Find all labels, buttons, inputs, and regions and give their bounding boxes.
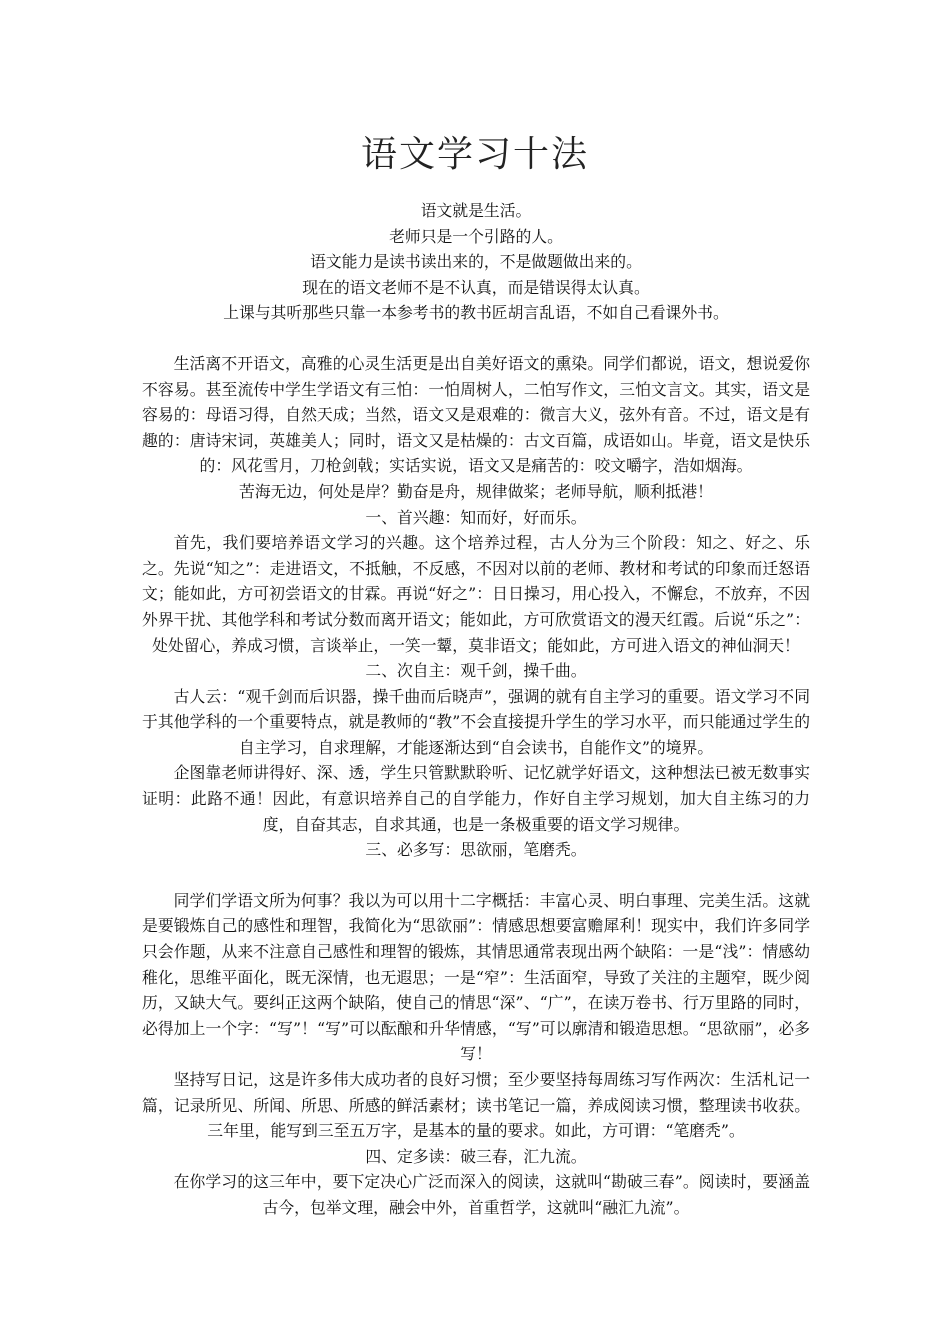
section-paragraph: 坚持写日记，这是许多伟大成功者的良好习惯；至少要坚持每周练习写作两次：生活札记一篇，记录所见、所闻、所思、所感的鲜活素材；读书笔记一篇，养成阅读习惯，整理读书收获。三年里，能写到三至五万字，是基本的量的要求。如此，方可谓：“笔磨秃”。	[142, 1070, 810, 1141]
section-paragraph: 同学们学语文所为何事？我以为可以用十二字概括：丰富心灵、明白事理、完美生活。这就是要锻炼自己的感性和理智，我简化为“思欲丽”：情感思想要富赡犀利！现实中，我们许多同学只会作题，从来不注意自己感性和理智的锻炼，其情思通常表现出两个缺陷：一是“浅”：情感幼稚化，思维平面化，既无深情，也无遐思；一是“窄”：生活面窄，导致了关注的主题窄，既少阅历，又缺大气。要纠正这两个缺陷，使自己的情思“深”、“广”，在读万卷书、行万里路的同时，必得加上一个字：“写”！“写”可以酝酿和升华情感，“写”可以廓清和锻造思想。“思欲丽”，必多写！	[142, 890, 810, 1064]
section-heading: 一、首兴趣：知而好，好而乐。	[365, 507, 587, 527]
section-paragraph: 企图靠老师讲得好、深、透，学生只管默默聆听、记忆就学好语文，这种想法已被无数事实证明：此路不通！因此，有意识培养自己的自学能力，作好自主学习规划，加大自主练习的力度，自奋其志，自求其通，也是一条极重要的语文学习规律。	[142, 763, 810, 834]
intro-line: 老师只是一个引路的人。	[389, 226, 563, 246]
section-heading: 三、必多写：思欲丽，笔磨秃。	[365, 840, 587, 860]
section-paragraph: 古人云：“观千剑而后识器，操千曲而后晓声”，强调的就有自主学习的重要。语文学习不同于其他学科的一个重要特点，就是教师的“教”不会直接提升学生的学习水平，而只能通过学生的自主学习，自求理解，才能逐渐达到“自会读书，自能作文”的境界。	[142, 686, 810, 757]
spacer	[142, 326, 810, 351]
preface-paragraph: 苦海无边，何处是岸？勤奋是舟，规律做桨；老师导航，顺利抵港！	[239, 481, 713, 501]
document-body	[142, 198, 810, 1221]
intro-line: 语文就是生活。	[420, 201, 532, 220]
section-heading: 二、次自主：观千剑，操千曲。	[365, 661, 587, 681]
document-title: 语文学习十法	[360, 134, 589, 175]
intro-line: 上课与其听那些只靠一本参考书的教书匠胡言乱语，不如自己看课外书。	[223, 303, 729, 323]
section-paragraph: 在你学习的这三年中，要下定决心广泛而深入的阅读，这就叫“勘破三春”。阅读时，要涵盖古今，包举文理，融会中外，首重哲学，这就叫“融汇九流”。	[173, 1172, 810, 1217]
section-paragraph: 首先，我们要培养语文学习的兴趣。这个培养过程，古人分为三个阶段：知之、好之、乐之。先说“知之”：走进语文，不抵触，不反感，不因对以前的老师、教材和考试的印象而迁怒语文；能如此，方可初尝语文的甘霖。再说“好之”：日日操习，用心投入，不懈怠，不放弃，不因外界干扰、其他学科和考试分数而离开语文；能如此，方可欣赏语文的漫天红霞。后说“乐之”：处处留心，养成习惯，言谈举止，一笑一颦，莫非语文；能如此，方可进入语文的神仙洞天！	[142, 533, 810, 655]
intro-line: 语文能力是读书读出来的，不是做题做出来的。	[310, 252, 642, 272]
spacer	[142, 863, 810, 888]
intro-line: 现在的语文老师不是不认真，而是错误得太认真。	[302, 277, 650, 297]
preface-paragraph: 生活离不开语文，高雅的心灵生活更是出自美好语文的熏染。同学们都说，语文，想说爱你不容易。甚至流传中学生学语文有三怕：一怕周树人，二怕写作文，三怕文言文。其实，语文是容易的：母语习得，自然天成；当然，语文又是艰难的：微言大义，弦外有音。不过，语文是有趣的：唐诗宋词，英雄美人；同时，语文又是枯燥的：古文百篇，成语如山。毕竟，语文是快乐的：风花雪月，刀枪剑戟；实话实说，语文又是痛苦的：咬文嚼字，浩如烟海。	[142, 353, 810, 476]
section-heading: 四、定多读：破三春，汇九流。	[365, 1146, 587, 1166]
